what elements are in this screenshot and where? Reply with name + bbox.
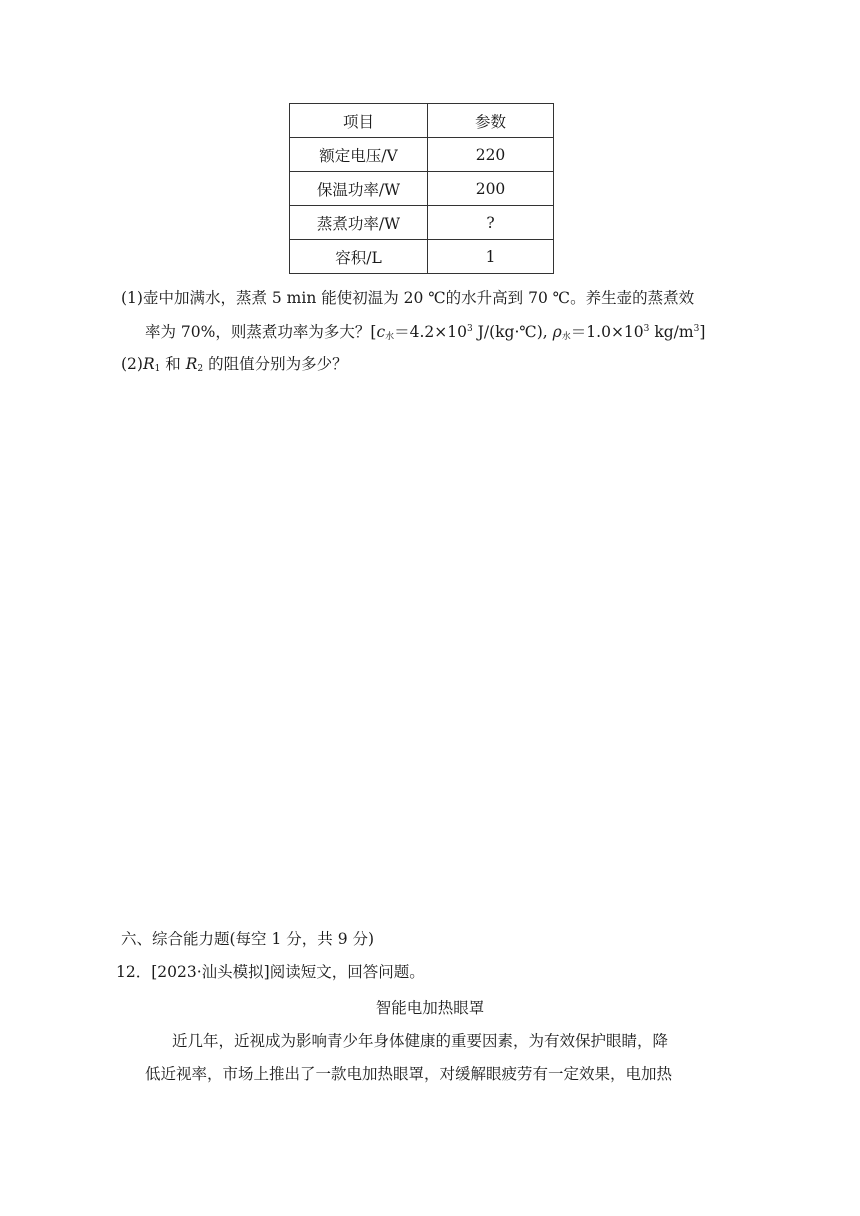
table-row	[290, 138, 554, 172]
q1-text-end: ]	[699, 323, 706, 341]
density-exponent: 3	[643, 324, 650, 334]
row-value: 220	[428, 138, 554, 172]
article-line-2: 低近视率，市场上推出了一款电加热眼罩，对缓解眼疲劳有一定效果，电加热	[145, 1065, 673, 1083]
density-value: ＝1.0×10	[570, 323, 644, 341]
q2-number: (2)	[121, 355, 143, 373]
table-row	[290, 172, 554, 206]
q1-text: 率为 70%，则蒸煮功率为多大？[	[145, 323, 377, 341]
specific-heat-value: ＝4.2×10	[394, 323, 468, 341]
question-2	[121, 352, 348, 374]
row-label: 额定电压/V	[290, 138, 428, 172]
row-value: ?	[428, 206, 554, 240]
r1-subscript: 1	[154, 364, 161, 374]
table-row	[290, 206, 554, 240]
header-item: 项目	[290, 104, 428, 138]
section-6-heading: 六、综合能力题(每空 1 分，共 9 分)	[121, 930, 375, 948]
density-unit: kg/m	[649, 323, 694, 341]
density-symbol: ρ	[552, 323, 562, 341]
row-value: 1	[428, 240, 554, 274]
row-label: 容积/L	[290, 240, 428, 274]
table-row	[290, 240, 554, 274]
row-label: 保温功率/W	[290, 172, 428, 206]
spec-table	[289, 103, 554, 274]
specific-heat-unit: J/(kg·℃),	[472, 323, 553, 341]
q2-text: 的阻值分别为多少？	[203, 355, 348, 373]
header-param: 参数	[428, 104, 554, 138]
specific-heat-symbol: c	[376, 323, 386, 341]
q2-conjunction: 和	[160, 355, 186, 373]
question-12: 12．[2023·汕头模拟]阅读短文，回答问题。	[116, 963, 425, 981]
table-header-row	[290, 104, 554, 138]
article-title: 智能电加热眼罩	[375, 999, 485, 1017]
article-line-1: 近几年，近视成为影响青少年身体健康的重要因素，为有效保护眼睛，降	[172, 1032, 669, 1050]
density-subscript: 水	[561, 332, 571, 342]
r2-symbol: R	[185, 355, 198, 373]
density-unit-exponent: 3	[693, 324, 700, 334]
r1-symbol: R	[142, 355, 155, 373]
question-1-line-1: (1)壶中加满水，蒸煮 5 min 能使初温为 20 ℃的水升高到 70 ℃。养生壶的蒸煮效	[121, 289, 695, 307]
row-value: 200	[428, 172, 554, 206]
specific-heat-exponent: 3	[467, 324, 473, 334]
row-label: 蒸煮功率/W	[290, 206, 428, 240]
specific-heat-subscript: 水	[385, 332, 395, 342]
question-1-line-2	[145, 320, 705, 342]
r2-subscript: 2	[197, 364, 204, 374]
